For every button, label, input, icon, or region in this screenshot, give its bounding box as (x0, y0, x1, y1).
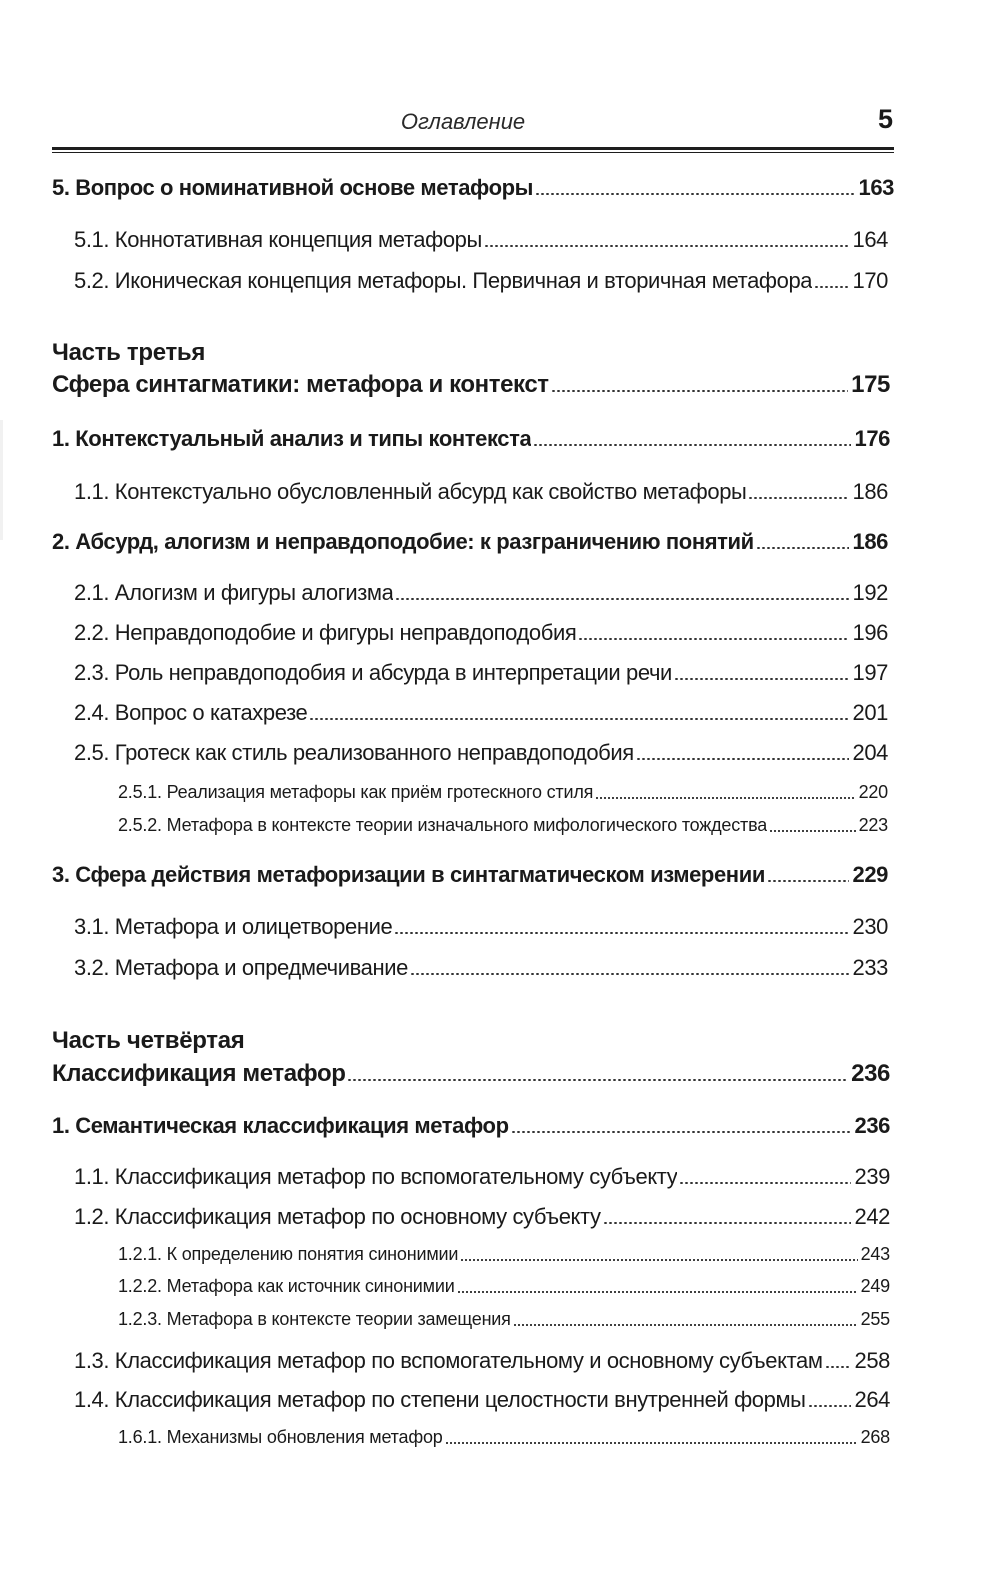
toc-section[interactable] (74, 1164, 890, 1190)
toc-entry-title: 3. Сфера действия метафоризации в синтагматическом измерении (52, 862, 765, 887)
toc-entry-page: 236 (851, 1060, 890, 1087)
toc-subsection[interactable] (118, 1427, 890, 1448)
dot-leader (808, 1405, 852, 1407)
toc-chapter[interactable] (52, 529, 888, 555)
dot-leader (756, 547, 850, 549)
toc-entry-title: 1.3. Классификация метафор по вспомогательному и основному субъектам (74, 1348, 823, 1373)
toc-section[interactable] (74, 268, 888, 294)
dot-leader (533, 444, 851, 446)
dot-leader (748, 497, 849, 499)
toc-subsection[interactable] (118, 1244, 890, 1265)
toc-entry-title: 1.6.1. Механизмы обновления метафор (118, 1427, 443, 1447)
toc-section[interactable] (74, 914, 888, 940)
toc-entry-page: 186 (852, 529, 888, 554)
toc-entry-page: 236 (854, 1113, 890, 1138)
toc-chapter[interactable] (52, 175, 894, 201)
dot-leader (535, 193, 855, 195)
toc-entry-page: 204 (852, 740, 888, 765)
dot-leader (551, 390, 849, 392)
dot-leader (595, 797, 855, 799)
toc-entry-title: 1.1. Классификация метафор по вспомогательному субъекту (74, 1164, 678, 1189)
dot-leader (513, 1324, 858, 1326)
toc-entry-page: 229 (852, 862, 888, 887)
toc-entry-page: 176 (854, 426, 890, 451)
dot-leader (767, 880, 850, 882)
toc-entry-page: 243 (860, 1244, 890, 1264)
toc-entry-title: 2.1. Алогизм и фигуры алогизма (74, 580, 394, 605)
dot-leader (457, 1291, 858, 1293)
header-rule-thick (52, 147, 894, 150)
toc-entry-page: 249 (860, 1276, 890, 1296)
dot-leader (347, 1079, 848, 1081)
toc-chapter[interactable] (52, 1113, 890, 1139)
toc-entry-title: 1. Семантическая классификация метафор (52, 1113, 509, 1138)
toc-entry-title: 3.2. Метафора и опредмечивание (74, 955, 408, 980)
dot-leader (309, 718, 849, 720)
toc-entry-title: 5.1. Коннотативная концепция метафоры (74, 227, 482, 252)
toc-section[interactable] (74, 700, 888, 726)
toc-entry-page: 230 (852, 914, 888, 939)
toc-section[interactable] (74, 227, 888, 253)
toc-section[interactable] (74, 660, 888, 686)
toc-entry-page: 255 (860, 1309, 890, 1329)
toc-entry-page: 233 (852, 955, 888, 980)
toc-chapter[interactable] (52, 426, 890, 452)
toc-entry-title: 1.2.2. Метафора как источник синонимии (118, 1276, 455, 1296)
dot-leader (825, 1366, 852, 1368)
toc-entry-page: 186 (852, 479, 888, 504)
page-number: 5 (877, 104, 893, 134)
toc-entry-title: 3.1. Метафора и олицетворение (74, 914, 393, 939)
toc-entry-title: 2.5. Гротеск как стиль реализованного неправдоподобия (74, 740, 634, 765)
toc-entry-page: 196 (852, 620, 888, 645)
toc-entry-title: 1.2.3. Метафора в контексте теории замещения (118, 1309, 511, 1329)
dot-leader (578, 638, 849, 640)
toc-entry-title: 1.4. Классификация метафор по степени целостности внутренней формы (74, 1387, 806, 1412)
toc-entry-page: 164 (852, 227, 888, 252)
toc-part-title[interactable] (52, 371, 890, 399)
toc-entry-title: Сфера синтагматики: метафора и контекст (52, 371, 549, 398)
dot-leader (769, 830, 856, 832)
toc-entry-title: 1.2.1. К определению понятия синонимии (118, 1244, 459, 1264)
toc-section[interactable] (74, 955, 888, 981)
toc-subsection[interactable] (118, 1276, 890, 1297)
toc-entry-page: 220 (858, 782, 888, 802)
toc-entry-page: 170 (852, 268, 888, 293)
toc-part-title[interactable] (52, 1060, 890, 1088)
header-rule-thin (52, 152, 894, 153)
toc-entry-page: 175 (851, 371, 890, 398)
scan-mark (0, 420, 3, 540)
dot-leader (395, 598, 849, 600)
toc-section[interactable] (74, 740, 888, 766)
toc-entry-title: 2.3. Роль неправдоподобия и абсурда в интерпретации речи (74, 660, 672, 685)
toc-entry-title: 2.5.2. Метафора в контексте теории изначального мифологического тождества (118, 815, 768, 835)
running-title: Оглавление (400, 109, 526, 134)
toc-entry-title: 1. Контекстуальный анализ и типы контекста (52, 426, 532, 451)
toc-subsection[interactable] (118, 782, 888, 803)
toc-entry-title: 5.2. Иконическая концепция метафоры. Первичная и вторичная метафора (74, 268, 813, 293)
dot-leader (394, 932, 849, 934)
toc-section[interactable] (74, 1387, 890, 1413)
toc-entry-page: 242 (854, 1204, 890, 1229)
toc-subsection[interactable] (118, 1309, 890, 1330)
toc-entry-page: 192 (852, 580, 888, 605)
toc-entry-title: Классификация метафор (52, 1060, 346, 1087)
toc-entry-page: 264 (854, 1387, 890, 1412)
toc-entry-page: 223 (858, 815, 888, 835)
dot-leader (460, 1259, 857, 1261)
toc-entry-page: 258 (854, 1348, 890, 1373)
toc-section[interactable] (74, 580, 888, 606)
dot-leader (410, 973, 850, 975)
dot-leader (445, 1442, 858, 1444)
part-label: Часть третья (52, 339, 206, 366)
dot-leader (603, 1222, 852, 1224)
toc-entry-title: 5. Вопрос о номинативной основе метафоры (52, 175, 534, 200)
toc-entry-title: 2.5.1. Реализация метафоры как приём гротескного стиля (118, 782, 594, 802)
toc-chapter[interactable] (52, 862, 888, 888)
toc-subsection[interactable] (118, 815, 888, 836)
toc-entry-page: 163 (858, 175, 894, 200)
dot-leader (814, 286, 849, 288)
dot-leader (636, 758, 850, 760)
dot-leader (484, 245, 850, 247)
toc-entry-title: 2. Абсурд, алогизм и неправдоподобие: к разграничению понятий (52, 529, 754, 554)
toc-entry-page: 268 (860, 1427, 890, 1447)
toc-section[interactable] (74, 479, 888, 505)
toc-entry-title: 2.2. Неправдоподобие и фигуры неправдоподобия (74, 620, 577, 645)
toc-section[interactable] (74, 620, 888, 646)
toc-entry-title: 2.4. Вопрос о катахрезе (74, 700, 308, 725)
toc-entry-page: 239 (854, 1164, 890, 1189)
dot-leader (674, 678, 850, 680)
toc-entry-title: 1.2. Классификация метафор по основному субъекту (74, 1204, 601, 1229)
toc-section[interactable] (74, 1348, 890, 1374)
part-label: Часть четвёртая (52, 1027, 245, 1054)
dot-leader (511, 1131, 852, 1133)
toc-section[interactable] (74, 1204, 890, 1230)
dot-leader (679, 1182, 851, 1184)
toc-entry-page: 201 (852, 700, 888, 725)
toc-entry-title: 1.1. Контекстуально обусловленный абсурд как свойство метафоры (74, 479, 747, 504)
toc-entry-page: 197 (852, 660, 888, 685)
